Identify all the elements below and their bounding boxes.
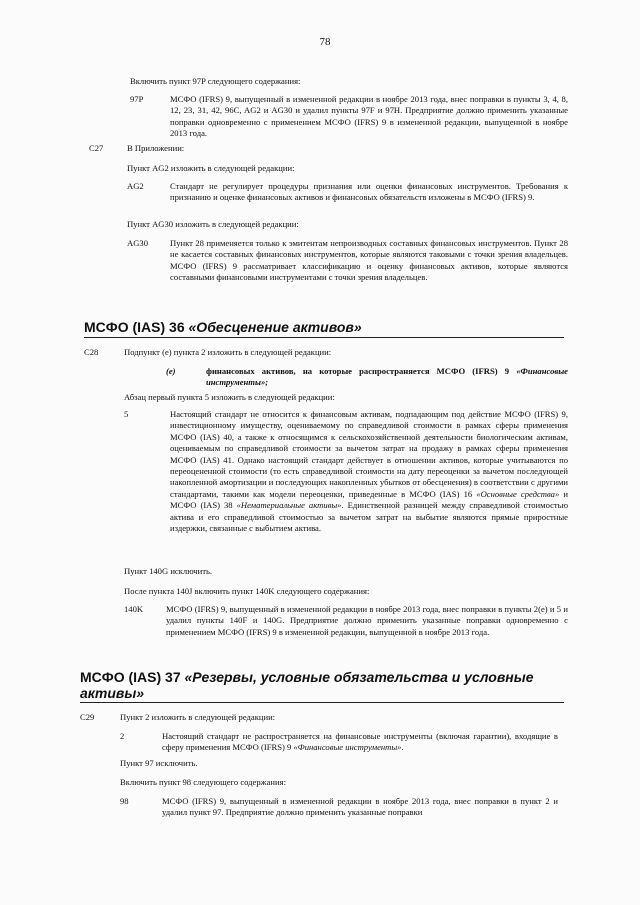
p5-text-b: и МСФО (IAS) 38 [170,488,569,511]
e-text [206,366,568,389]
p97p-text: МСФО (IFRS) 9, выпущенный в измененной редакции в ноябре 2013 года, внес поправки в пункты 3, 4, 8, 12, 23, 31, 42, 96C, AG2 и AG30 и удалил пункты 97F и 97H. Предприятие должно применить указанные поправки одновременно с применением МСФО (IFRS) 9 в измененной редакции, выпущенной в ноябре 2013 года. [170,94,568,139]
heading-ias36-italic: «Обесценение активов» [188,319,362,335]
p98-label: 98 [120,796,129,806]
p2-label: 2 [120,731,125,741]
ag2-label: AG2 [127,181,144,191]
p97-delete: Пункт 97 исключить. [120,758,198,768]
c27-label: C27 [89,143,104,153]
ag2-intro: Пункт AG2 изложить в следующей редакции: [127,163,295,173]
p97p-label: 97P [130,94,144,104]
heading-ias36-rule [84,337,564,338]
heading-ias37-italic: «Резервы, условные обязательства и условные активы» [80,669,534,701]
p140k-label: 140K [124,604,144,614]
heading-ias37 [80,669,560,701]
p5-text-c: . Единственной разницей между справедливой стоимостью актива и его справедливой стоимостью за вычетом затрат на выбытие являются прямые приростные издержки, связанные с выбытием актива. [170,500,568,534]
p2-text-main: Настоящий стандарт не распространяется на финансовые инструменты (включая гарантии), входящие в сферу применения МСФО (IFRS) 9 [162,731,558,753]
p5-text-a: Настоящий стандарт не относится к финансовым активам, подпадающим под действие МСФО (IFRS) 9, инвестиционному имуществу, оцениваемому по справедливой стоимости в рамках сферы применения МСФО (IAS) 40, а также к относящимся к сельскохозяйственной деятельности биологическим активам, оцениваемым по справедливой стоимости за вычетом затрат на продажу в рамках сферы применения МСФО (IAS) 41. Однако настоящий стандарт действует в отношении активов, которые учитываются по переоцененной стоимости (то есть справедливой стоимости на дату переоценки за вычетом последующей накопленной амортизации и последующих накопленных убытков от обесценения) в соответствии с другими стандартами, такими как модели переоценки, приведенные в МСФО (IAS) 16 [170,409,568,499]
heading-ias36-plain: МСФО (IAS) 36 [84,319,189,335]
intro-97p: Включить пункт 97P следующего содержания: [130,76,301,86]
c29-label: C29 [80,712,95,722]
p5-italic-1: «Основные средства» [476,488,560,499]
c28-text: Подпункт (е) пункта 2 изложить в следующей редакции: [124,347,332,357]
ag30-intro: Пункт AG30 изложить в следующей редакции: [127,219,299,229]
ag30-text: Пункт 28 применяется только к эмитентам непроизводных составных финансовых инструментов. Пункт 28 не касается составных финансовых инструментов, которые являются таковыми с точки зрения владельцев. МСФО (IFRS) 9 рассматривает классификацию и оценку финансовых активов, которые являются составными финансовыми инструментами с точки зрения владельцев. [170,238,568,283]
p98-text: МСФО (IFRS) 9, выпущенный в измененной редакции в ноябре 2013 года, внес поправки в пункт 2 и удалил пункт 97. Предприятие должно применить указанные поправки [162,796,558,818]
e-text-bold: финансовых активов, на которые распространяется МСФО (IFRS) 9 [206,366,510,376]
p140g: Пункт 140G исключить. [124,566,213,576]
e-text-italic: «Финансовые инструменты»; [206,366,568,388]
p2-italic: «Финансовые инструменты» [293,742,402,753]
page-number: 78 [319,36,331,48]
ag30-label: AG30 [127,238,149,248]
heading-ias37-plain: МСФО (IAS) 37 [80,669,185,685]
p5-italic-2: «Нематериальные активы» [236,500,342,511]
heading-ias36 [84,319,564,335]
p2-text [162,731,558,754]
e-label: (е) [166,366,176,376]
heading-ias37-rule [80,702,564,703]
c29-text: Пункт 2 изложить в следующей редакции: [120,712,276,722]
p5-text [170,409,568,534]
c27-text: В Приложении: [127,143,185,153]
p140k-text: МСФО (IFRS) 9, выпущенный в измененной редакции в ноябре 2013 года, внес поправки в пункты 2(е) и 5 и удалил пункты 140F и 140G. Предприятие должно применить указанные поправки одновременно с применением МСФО (IFRS) 9 в измененной редакции, выпущенной в ноябре 2013 года. [166,604,568,637]
p5-intro: Абзац первый пункта 5 изложить в следующей редакции: [124,392,335,402]
ag2-text: Стандарт не регулирует процедуры признания или оценки финансовых инструментов. Требования к признанию и оценке финансовых активов и финансовых обязательств изложены в МСФО (IFRS) 9. [170,181,568,203]
c28-label: C28 [84,347,99,357]
p2-end: . [401,742,404,753]
p5-label: 5 [124,409,129,419]
p140k-intro: После пункта 140J включить пункт 140K следующего содержания: [124,586,370,596]
p98-intro: Включить пункт 98 следующего содержания: [120,777,286,787]
